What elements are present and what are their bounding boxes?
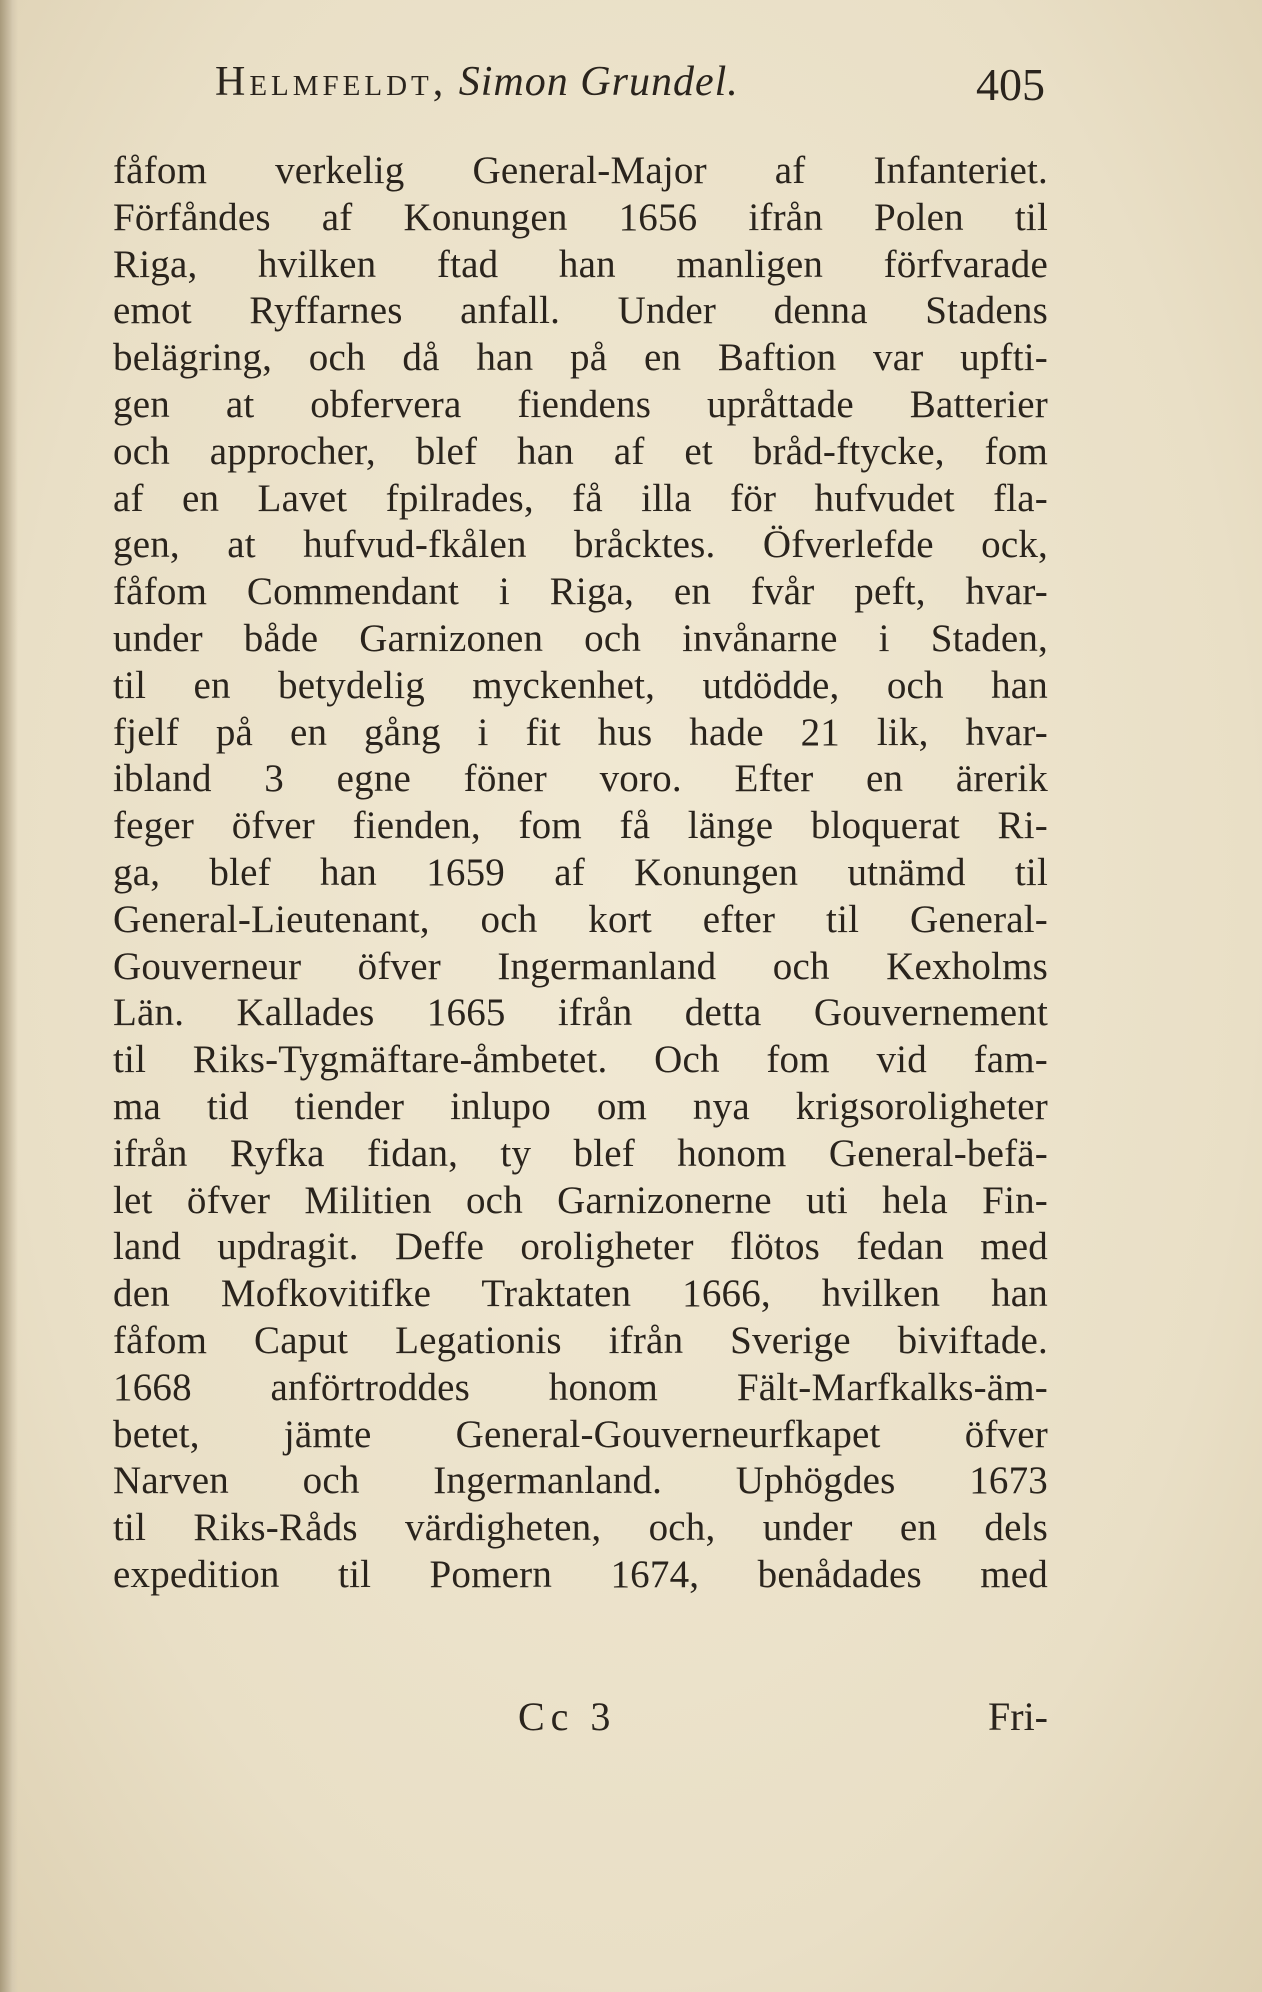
text-line: 1668 anförtroddes honom Fält-Marfkalks-äm- (113, 1365, 1048, 1409)
running-title (215, 58, 739, 106)
text-line: den Mofkovitifke Traktaten 1666, hvilken han (113, 1272, 1048, 1316)
signature-mark: Cc 3 (518, 1694, 617, 1739)
text-line: let öfver Militien och Garnizonerne uti hela Fin- (113, 1178, 1048, 1222)
text-line: ga, blef han 1659 af Konungen utnämd til (113, 850, 1048, 894)
text-line: belägring, och då han på en Baftion var upfti- (113, 336, 1048, 380)
text-line: Narven och Ingermanland. Uphögdes 1673 (113, 1459, 1048, 1503)
text-line: til en betydelig myckenhet, utdödde, och han (113, 663, 1048, 707)
text-line: gen, at hufvud-fkålen bråcktes. Öfverlefde ock, (113, 523, 1048, 567)
text-line: Förfåndes af Konungen 1656 ifrån Polen til (113, 195, 1048, 239)
text-line: fåfom Caput Legationis ifrån Sverige biviftade. (113, 1318, 1048, 1362)
text-line: fåfom Commendant i Riga, en fvår peft, hvar- (113, 570, 1048, 614)
page-number: 405 (976, 59, 1045, 110)
header-surname: Helmfeldt, (215, 59, 448, 105)
text-line: fjelf på en gång i fit hus hade 21 lik, hvar- (113, 710, 1048, 754)
text-line: til Riks-Tygmäftare-åmbetet. Och fom vid fam- (113, 1038, 1048, 1082)
page-binding-edge (0, 0, 18, 1992)
text-line: Län. Kallades 1665 ifrån detta Gouvernement (113, 991, 1048, 1035)
text-line: General-Lieutenant, och kort efter til General- (113, 897, 1048, 941)
text-line: ibland 3 egne föner voro. Efter en ärerik (113, 757, 1048, 801)
text-line: gen at obfervera fiendens upråttade Batterier (113, 382, 1048, 426)
running-header (215, 58, 1045, 118)
text-line: betet, jämte General-Gouverneurfkapet öfver (113, 1412, 1048, 1456)
text-line: fåfom verkelig General-Major af Infanteriet. (113, 149, 1048, 192)
text-line: land updragit. Deffe oroligheter flötos fedan med (113, 1225, 1048, 1269)
text-line: expedition til Pomern 1674, benådades med (113, 1552, 1048, 1596)
header-given-name: Simon Grundel. (458, 59, 739, 105)
body-text (113, 148, 1048, 1599)
text-line: til Riks-Råds värdigheten, och, under en dels (113, 1506, 1048, 1550)
text-line: emot Ryffarnes anfall. Under denna Stadens (113, 289, 1048, 333)
page-footer (113, 1693, 1048, 1743)
text-line: af en Lavet fpilrades, få illa för hufvudet fla- (113, 476, 1048, 520)
text-line: ifrån Ryfka fidan, ty blef honom General-befä- (113, 1131, 1048, 1175)
text-line: Riga, hvilken ftad han manligen förfvarade (113, 242, 1048, 286)
text-line: under både Garnizonen och invånarne i Staden, (113, 616, 1048, 660)
text-line: ma tid tiender inlupo om nya krigsoroligheter (113, 1084, 1048, 1128)
catchword: Fri- (988, 1694, 1048, 1739)
text-line: och approcher, blef han af et bråd-ftycke, fom (113, 429, 1048, 473)
text-line: Gouverneur öfver Ingermanland och Kexholms (113, 944, 1048, 988)
text-line: feger öfver fienden, fom få länge bloquerat Ri- (113, 804, 1048, 848)
